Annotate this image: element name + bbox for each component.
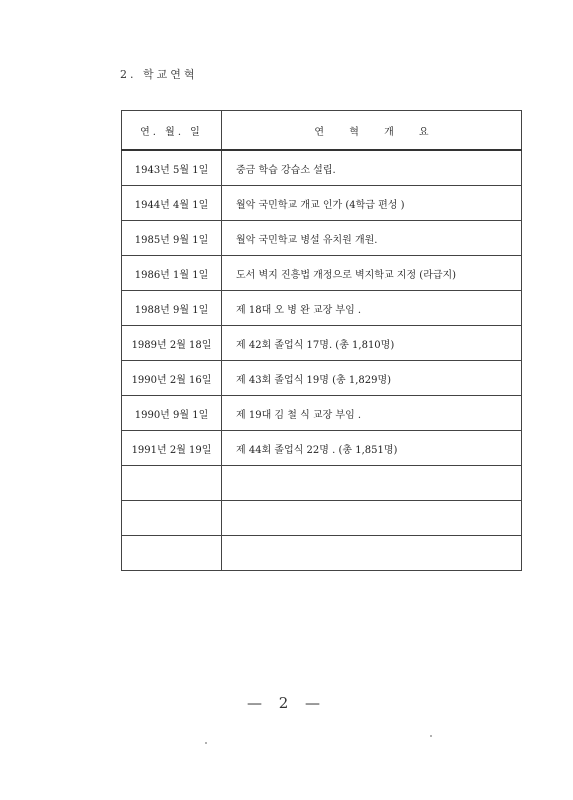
table-row-empty [122,536,522,571]
row-summary: 월악 국민학교 개교 인가 (4학급 편성 ) [222,186,522,221]
row-summary: 제 18대 오 병 완 교장 부임 . [222,291,522,326]
row-date: 1991년 2월 19일 [122,431,222,466]
row-date [122,536,222,571]
row-summary: 제 19대 김 철 식 교장 부임 . [222,396,522,431]
table-row [122,291,522,326]
row-summary [222,466,522,501]
row-summary: 월악 국민학교 병설 유치원 개원. [222,221,522,256]
row-date: 1989년 2월 18일 [122,326,222,361]
row-date: 1944년 4월 1일 [122,186,222,221]
row-date: 1988년 9월 1일 [122,291,222,326]
row-summary: 중금 학습 강습소 설립. [222,150,522,186]
table-row [122,326,522,361]
school-history-table [121,110,522,571]
row-date [122,501,222,536]
table-row [122,150,522,186]
column-header-summary: 연 혁 개 요 [222,111,522,151]
scan-speck [205,742,207,744]
row-date: 1943년 5월 1일 [122,150,222,186]
table-row [122,221,522,256]
row-summary [222,501,522,536]
table-row-empty [122,501,522,536]
table-row [122,361,522,396]
page-number: — 2 — [246,694,327,712]
section-heading: 2. 학교연혁 [120,68,198,81]
row-summary: 제 42회 졸업식 17명. (총 1,810명) [222,326,522,361]
scan-speck [430,735,432,737]
row-date: 1985년 9월 1일 [122,221,222,256]
row-date: 1990년 9월 1일 [122,396,222,431]
row-date: 1986년 1월 1일 [122,256,222,291]
row-summary: 제 43회 졸업식 19명 (총 1,829명) [222,361,522,396]
row-summary [222,536,522,571]
column-header-date: 연. 월. 일 [122,111,222,151]
row-summary: 도서 벽지 진흥법 개정으로 벽지학교 지정 (라급지) [222,256,522,291]
row-date [122,466,222,501]
table-row [122,256,522,291]
table-row [122,396,522,431]
table-row [122,186,522,221]
row-summary: 제 44회 졸업식 22명 . (총 1,851명) [222,431,522,466]
table-row-empty [122,466,522,501]
table-row [122,431,522,466]
row-date: 1990년 2월 16일 [122,361,222,396]
table-header-row [122,111,522,151]
